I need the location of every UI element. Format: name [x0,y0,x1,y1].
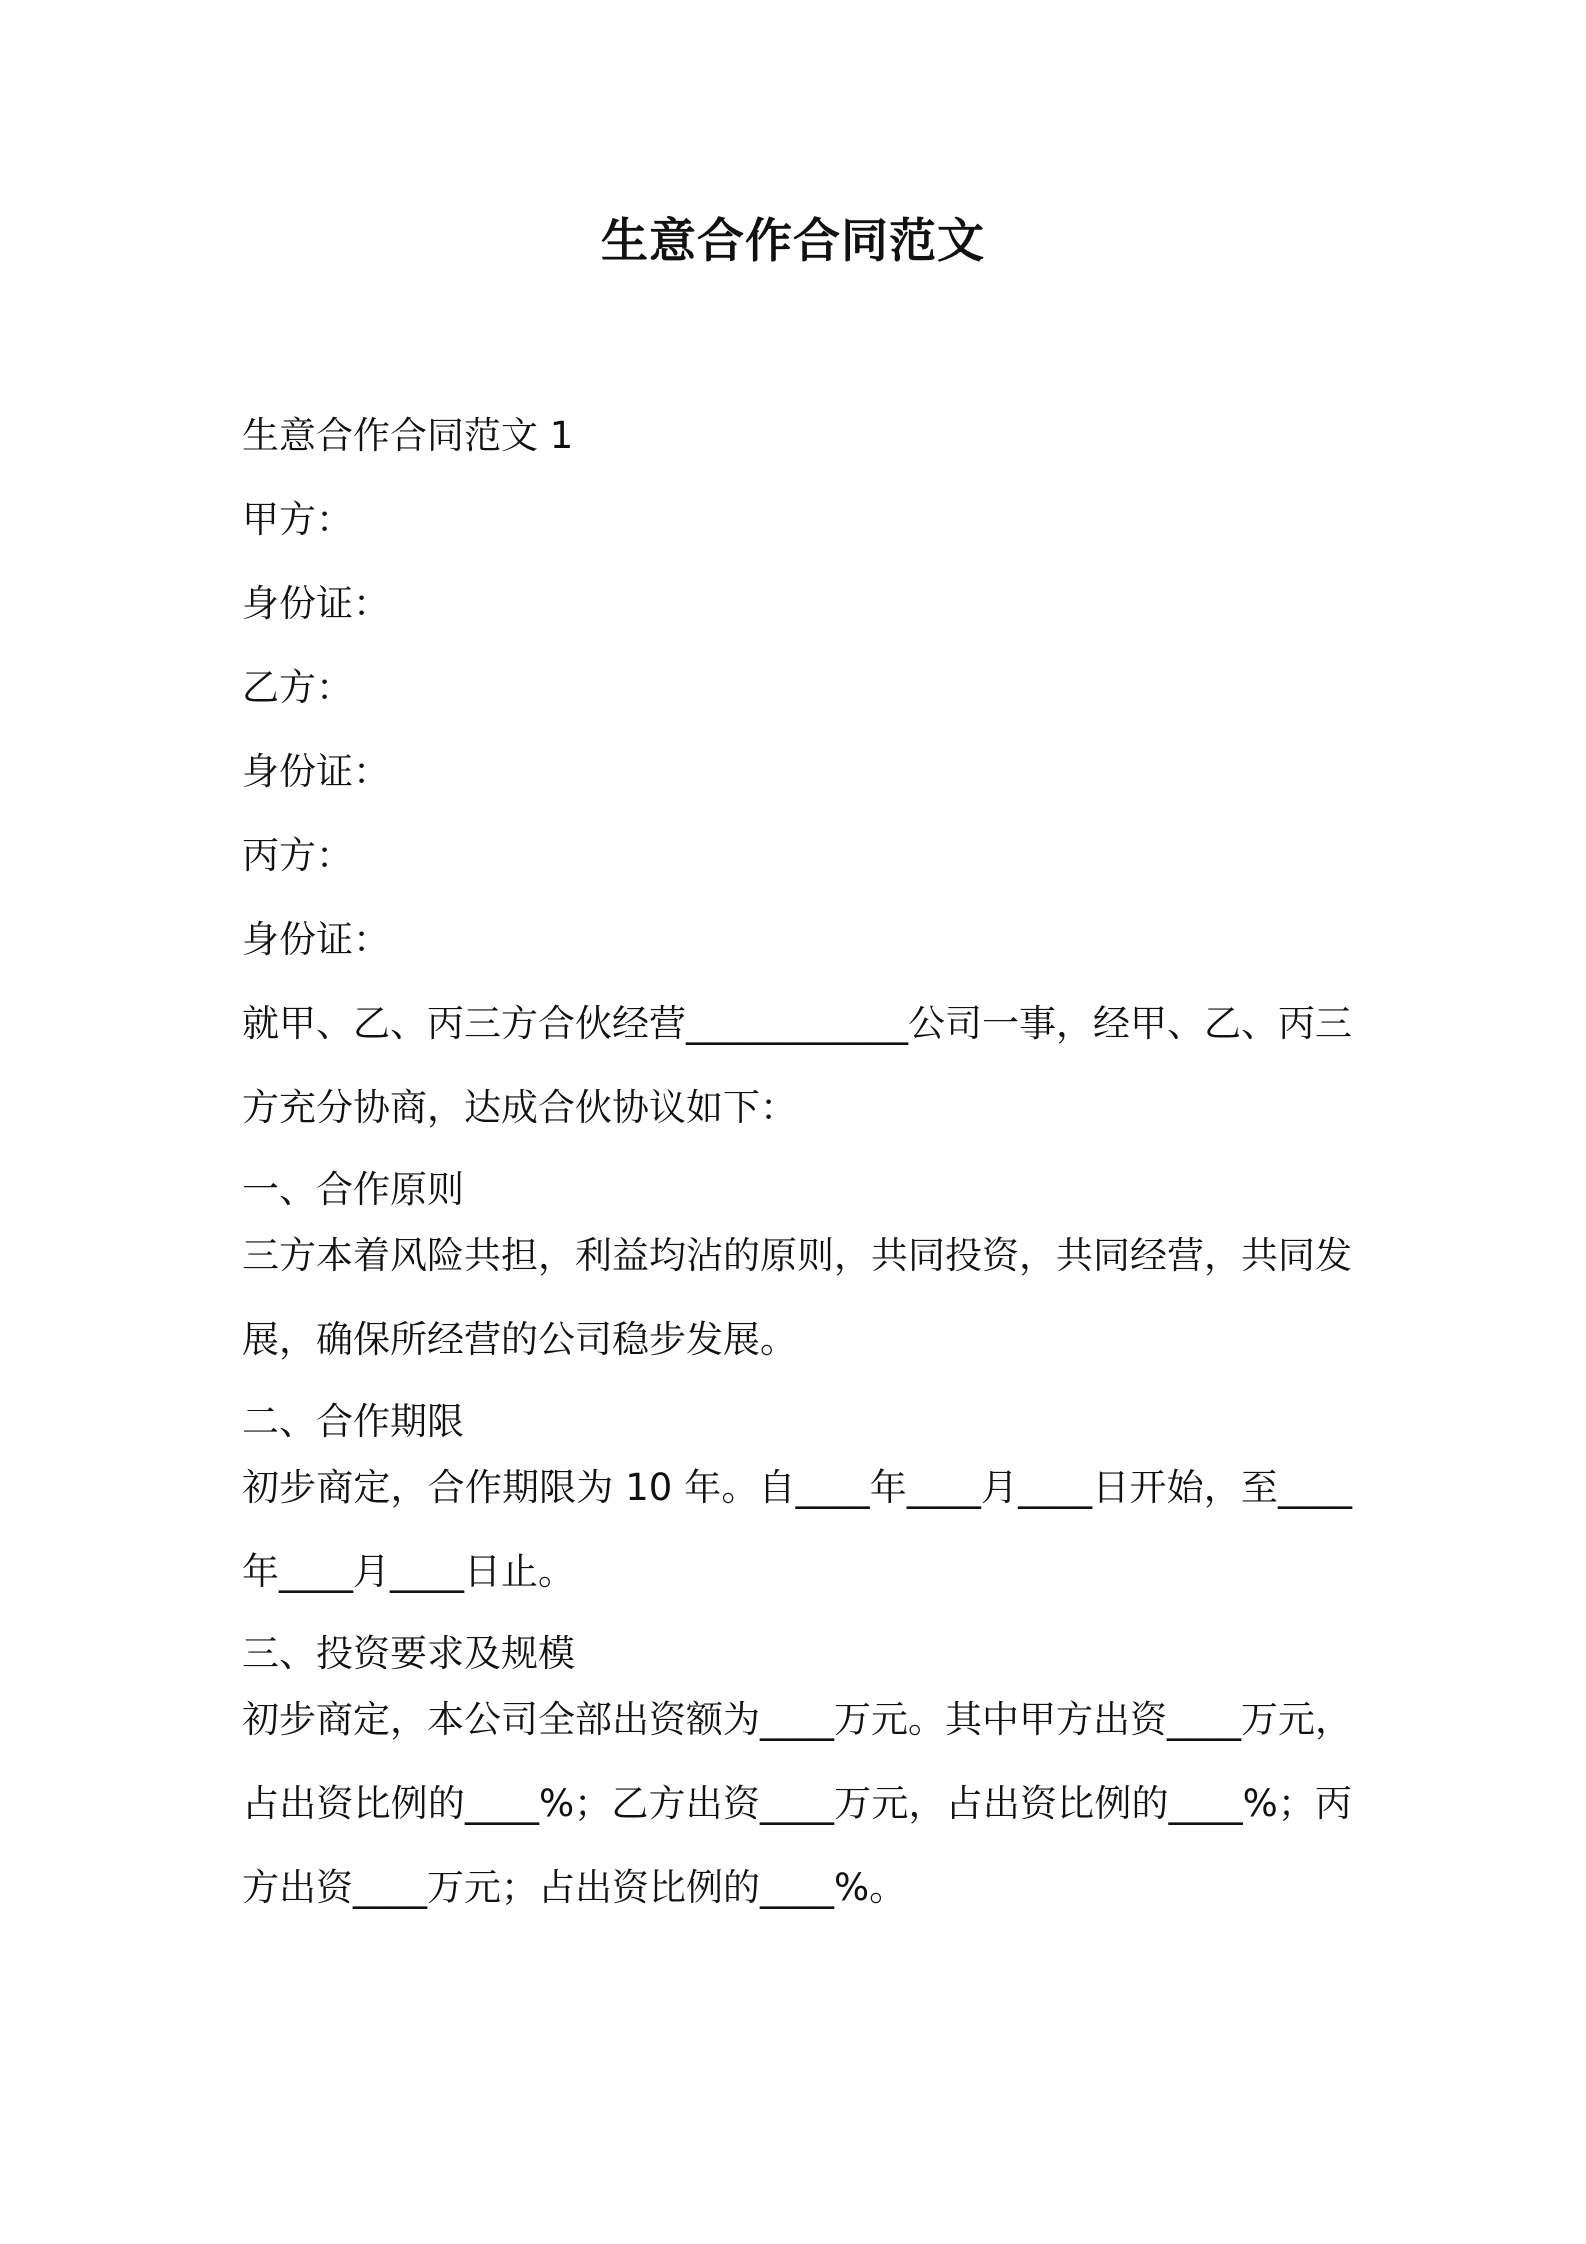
party-c-label: 丙方： [242,834,353,877]
document-title: 生意合作合同范文 [601,214,985,269]
party-b-id-label: 身份证： [242,750,390,793]
party-a-label: 甲方： [242,498,353,541]
section-1-paragraph: 三方本着风险共担，利益均沾的原则，共同投资，共同经营，共同发展，确保所经营的公司稳步发展。 [242,1234,1352,1361]
section-3-heading: 三、投资要求及规模 [242,1632,575,1675]
section-3-paragraph: 初步商定，本公司全部出资额为____万元。其中甲方出资____万元，占出资比例的____%；乙方出资____万元，占出资比例的____%；丙方出资____万元；占出资比例的____%。 [242,1698,1352,1909]
section-2-paragraph: 初步商定，合作期限为 10 年。自____年____月____日开始，至____年____月____日止。 [242,1466,1352,1593]
section-2-heading: 二、合作期限 [242,1400,464,1443]
section-subtitle: 生意合作合同范文 1 [242,414,574,457]
intro-paragraph: 就甲、乙、丙三方合伙经营____________公司一事，经甲、乙、丙三方充分协商，达成合伙协议如下： [242,1002,1352,1129]
party-c-id-label: 身份证： [242,918,390,961]
document-body [242,412,1352,1930]
party-a-id-label: 身份证： [242,582,390,625]
section-1-heading: 一、合作原则 [242,1168,464,1211]
party-b-label: 乙方： [242,666,353,709]
